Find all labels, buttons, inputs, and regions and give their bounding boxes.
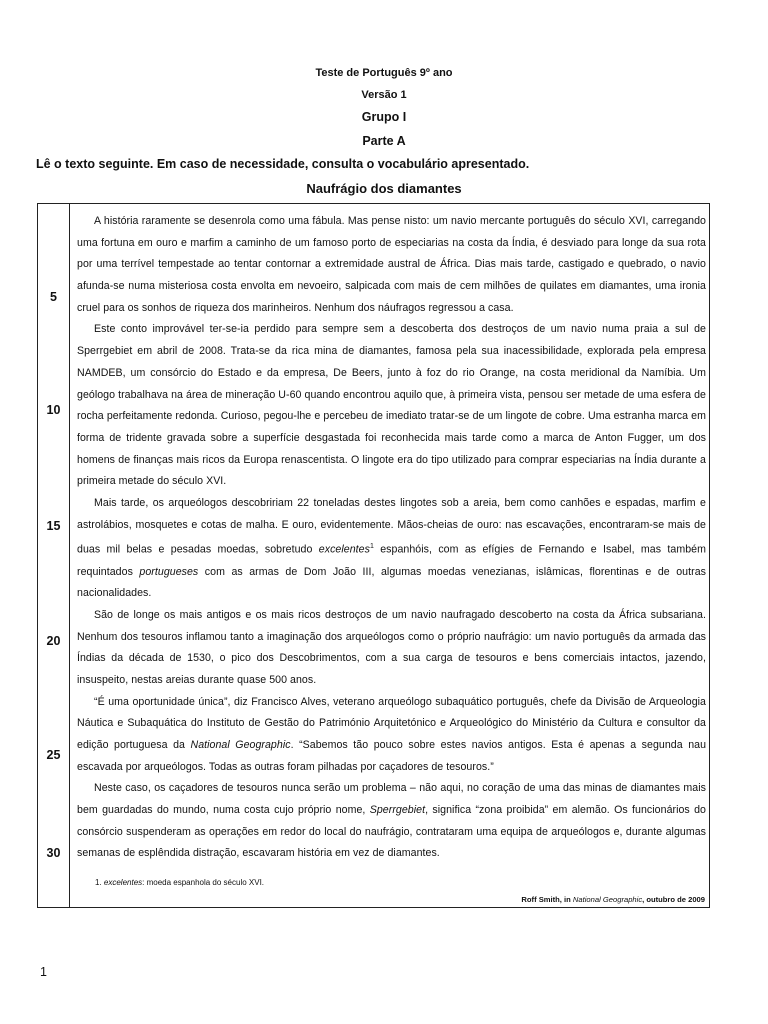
paragraph-3-part-b: espanhóis, com as efígies de Fernando e Isabel, mas também requintados: [77, 543, 707, 578]
text-title: Naufrágio dos diamantes: [306, 181, 462, 196]
source-citation: [521, 895, 705, 904]
part-label: Parte A: [362, 134, 406, 148]
footnote-term: excelentes: [103, 878, 143, 887]
paragraph-6: [77, 778, 706, 865]
source-date: , outubro de 2009: [642, 895, 705, 904]
line-number-divider: [69, 204, 70, 907]
paragraph-5: [77, 692, 706, 779]
paragraph-3-part-c: com as armas de Dom João III, algumas moedas venezianas, islâmicas, florentinas e de outras nacionalidades.: [77, 565, 706, 600]
source-publication: National Geographic: [572, 895, 643, 904]
term-sperrgebiet: Sperrgebiet: [369, 804, 426, 817]
footnote-marker: 1: [369, 543, 374, 551]
paragraph-3: [77, 493, 706, 605]
footnote-number: 1.: [95, 878, 102, 887]
line-number-30: 30: [46, 846, 61, 860]
paragraph-2: Este conto improvável ter-se-ia perdido para sempre sem a descoberta dos destroços de um navio numa praia a sul de Sperrgebiet em abril de 2008. Trata-se da rica mina de diamantes, famosa pela sua inacessibilidade, explorada pela empresa NAMDEB, um consórcio do Estado e da empresa, De Beers, junto à foz do rio Orange, na costa meridional da Namíbia. Um geólogo trabalhava na área de mineração U-60 quando encontrou aquilo que, à primeira vista, pensou ser metade de uma esfera de rocha perfeitamente redonda. Curioso, pegou-lhe e percebeu de imediato tratar-se de um lingote de cobre. Uma estranha marca em forma de tridente gravada sobre a superfície desgastada foi reconhecida mais tarde como a marca de Anton Fugger, um dos homens de finanças mais ricos da Europa renascentista. O lingote era do tipo utilizado para comprar especiarias na Índia durante a primeira metade do século XVI.: [77, 323, 706, 488]
line-number-5: 5: [50, 290, 57, 304]
group-label: Grupo I: [361, 110, 407, 124]
paragraph-6-part-b: , significa “zona proibida” em alemão. Os funcionários do consórcio suspenderam as operações em redor do local do naufrágio, contrataram uma equipa de arqueólogos e, durante algumas semanas de esplêndida distração, escavaram história em vez de diamantes.: [77, 804, 707, 860]
page-number: 1: [40, 965, 47, 979]
term-portugueses: portugueses: [139, 565, 199, 578]
source-author: Roff Smith, in: [521, 895, 573, 904]
line-number-15: 15: [46, 519, 61, 533]
text-box: [37, 203, 710, 908]
term-national-geographic: National Geographic: [190, 739, 291, 752]
paragraph-3-part-a: Mais tarde, os arqueólogos descobririam 22 toneladas destes lingotes sob a areia, bem como canhões e espadas, marfim e astrolábios, mosquetes e cotas de malha. E ouro, evidentemente. Mãos-cheias de ouro: nas escavações, encontraram-se mais de duas mil belas e pesadas moedas, sobretudo: [77, 496, 706, 556]
test-title: Teste de Português 9º ano: [315, 67, 453, 79]
line-number-20: 20: [46, 634, 61, 648]
paragraph-1: A história raramente se desenrola como uma fábula. Mas pense nisto: um navio mercante português do século XVI, carregando uma fortuna em ouro e marfim a caminho de um famoso porto de especiarias na costa da Índia, é desviado para longe da sua rota por uma terrível tempestade ao tentar contornar a extremidade austral de África. Dias mais tarde, castigado e quebrado, o navio afunda-se numa misteriosa costa envolta em nevoeiro, salpicada com mais de cem milhões de quilates em diamantes, uma ironia cruel para os sonhos de riqueza dos marinheiros. Nenhum dos náufragos regressou a casa.: [77, 215, 706, 314]
footnote: [95, 878, 264, 887]
paragraph-4: São de longe os mais antigos e os mais ricos destroços de um navio naufragado descoberto na costa da África subsariana. Nenhum dos tesouros inflamou tanto a imaginação dos arqueólogos como o próprio naufrágio: um navio português da armada das Índias da década de 1530, o pico dos Descobrimentos, com a sua carga de tesouros e bens comerciais intactos, jazendo, insuspeito, nestas areias durante quase 500 anos.: [77, 608, 706, 686]
paragraph-5-part-a: “É uma oportunidade única”, diz Francisco Alves, veterano arqueólogo subaquático português, chefe da Divisão de Arqueologia Náutica e Subaquática do Instituto de Gestão do Património Arquitetónico e Arqueológico do Ministério da Cultura e consultor da edição portuguesa da: [77, 695, 706, 752]
line-number-10: 10: [46, 403, 61, 417]
term-excelentes: excelentes: [318, 543, 370, 556]
instruction-text: Lê o texto seguinte. Em caso de necessidade, consulta o vocabulário apresentado.: [36, 157, 530, 171]
line-number-25: 25: [46, 748, 61, 762]
article-text: [77, 211, 706, 865]
paragraph-5-part-b: . “Sabemos tão pouco sobre estes navios antigos. Esta é apenas a segunda nau escavada por arqueólogos. Todas as outras foram pilhadas por caçadores de tesouros.”: [77, 739, 707, 773]
version-label: Versão 1: [361, 89, 407, 101]
paragraph-6-part-a: Neste caso, os caçadores de tesouros nunca serão um problema – não aqui, no coração de uma das minas de diamantes mais bem guardadas do mundo, numa costa cujo próprio nome,: [77, 782, 706, 817]
footnote-definition: : moeda espanhola do século XVI.: [142, 878, 265, 887]
